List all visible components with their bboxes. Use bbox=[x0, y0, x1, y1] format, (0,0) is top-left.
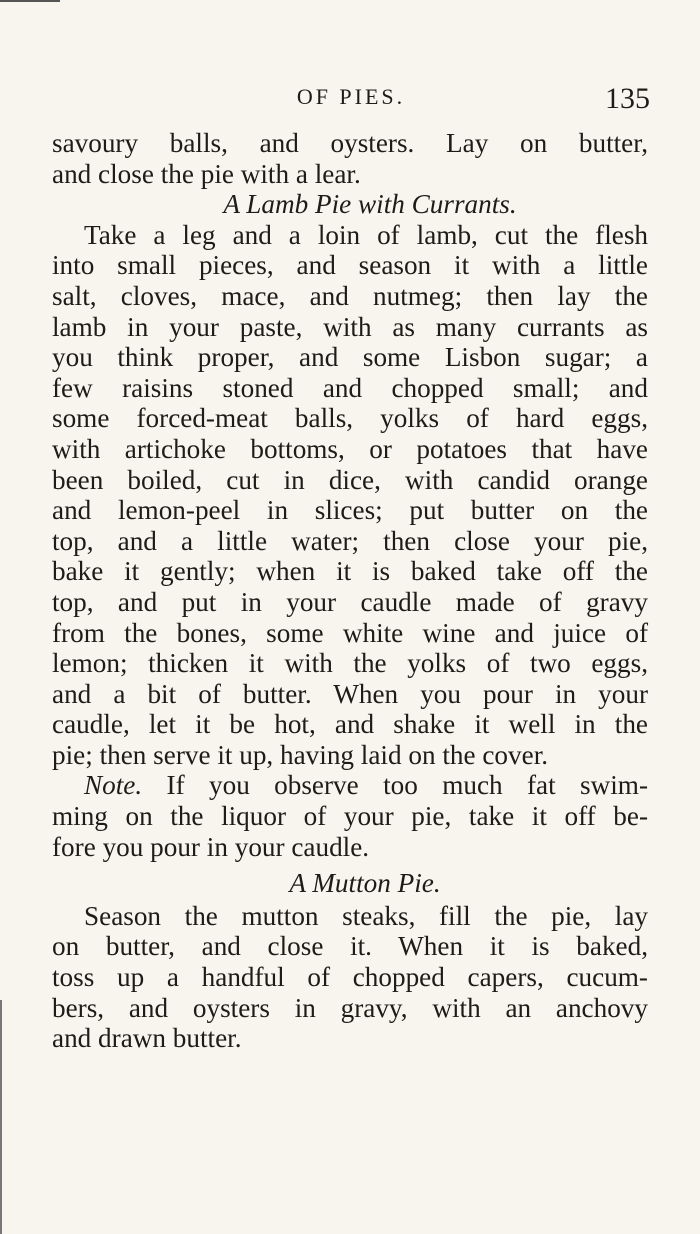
note-label: Note. bbox=[84, 770, 143, 801]
page-edge-left bbox=[0, 1000, 6, 1234]
text-line: from the bones, some white wine and juice of bbox=[52, 617, 648, 648]
text-line: you think proper, and some Lisbon sugar; a bbox=[52, 342, 648, 373]
text-line: some forced-meat balls, yolks of hard eggs, bbox=[52, 403, 648, 434]
text-line: and a bit of butter. When you pour in your bbox=[52, 678, 648, 709]
text-line: lemon; thicken it with the yolks of two eggs, bbox=[52, 648, 648, 679]
text-line: top, and put in your caudle made of gravy bbox=[52, 586, 648, 617]
text-line: savoury balls, and oysters. Lay on butter, bbox=[52, 128, 648, 158]
text-line: been boiled, cut in dice, with candid orange bbox=[52, 464, 648, 495]
text-line: and lemon-peel in slices; put butter on the bbox=[52, 495, 648, 526]
section-heading: A Mutton Pie. bbox=[289, 868, 441, 899]
text-line: few raisins stoned and chopped small; and bbox=[52, 372, 648, 403]
text-line: pie; then serve it up, having laid on the cover. bbox=[52, 739, 549, 770]
text-line: Season the mutton steaks, fill the pie, lay bbox=[84, 900, 648, 931]
text-line: Take a leg and a loin of lamb, cut the flesh bbox=[84, 219, 648, 250]
text-line: into small pieces, and season it with a little bbox=[52, 250, 648, 281]
running-title: OF PIES. bbox=[296, 84, 406, 109]
text-line: toss up a handful of chopped capers, cucum- bbox=[52, 962, 648, 993]
text-line: with artichoke bottoms, or potatoes that have bbox=[52, 433, 648, 464]
text-line: salt, cloves, mace, and nutmeg; then lay the bbox=[52, 280, 648, 311]
text-line: caudle, let it be hot, and shake it well in the bbox=[52, 709, 648, 740]
text-line: top, and a little water; then close your pie, bbox=[52, 525, 648, 556]
text-line: lamb in your paste, with as many currants as bbox=[52, 311, 648, 342]
section-heading: A Lamb Pie with Currants. bbox=[223, 189, 517, 220]
text-line: and close the pie with a lear. bbox=[52, 158, 361, 189]
page-body bbox=[52, 128, 648, 1054]
page-header bbox=[52, 78, 650, 118]
text-line: and drawn butter. bbox=[52, 1023, 242, 1054]
text-line bbox=[52, 770, 648, 801]
text-line: bers, and oysters in gravy, with an anchovy bbox=[52, 992, 648, 1023]
text-line: bake it gently; when it is baked take off the bbox=[52, 556, 648, 587]
text-line: ming on the liquor of your pie, take it off be- bbox=[52, 801, 648, 832]
text-line: fore you pour in your caudle. bbox=[52, 831, 370, 862]
page-number: 135 bbox=[605, 82, 650, 115]
text-line: on butter, and close it. When it is baked, bbox=[52, 931, 648, 962]
page-edge bbox=[0, 0, 60, 8]
note-text: If you observe too much fat swim- bbox=[166, 770, 648, 801]
